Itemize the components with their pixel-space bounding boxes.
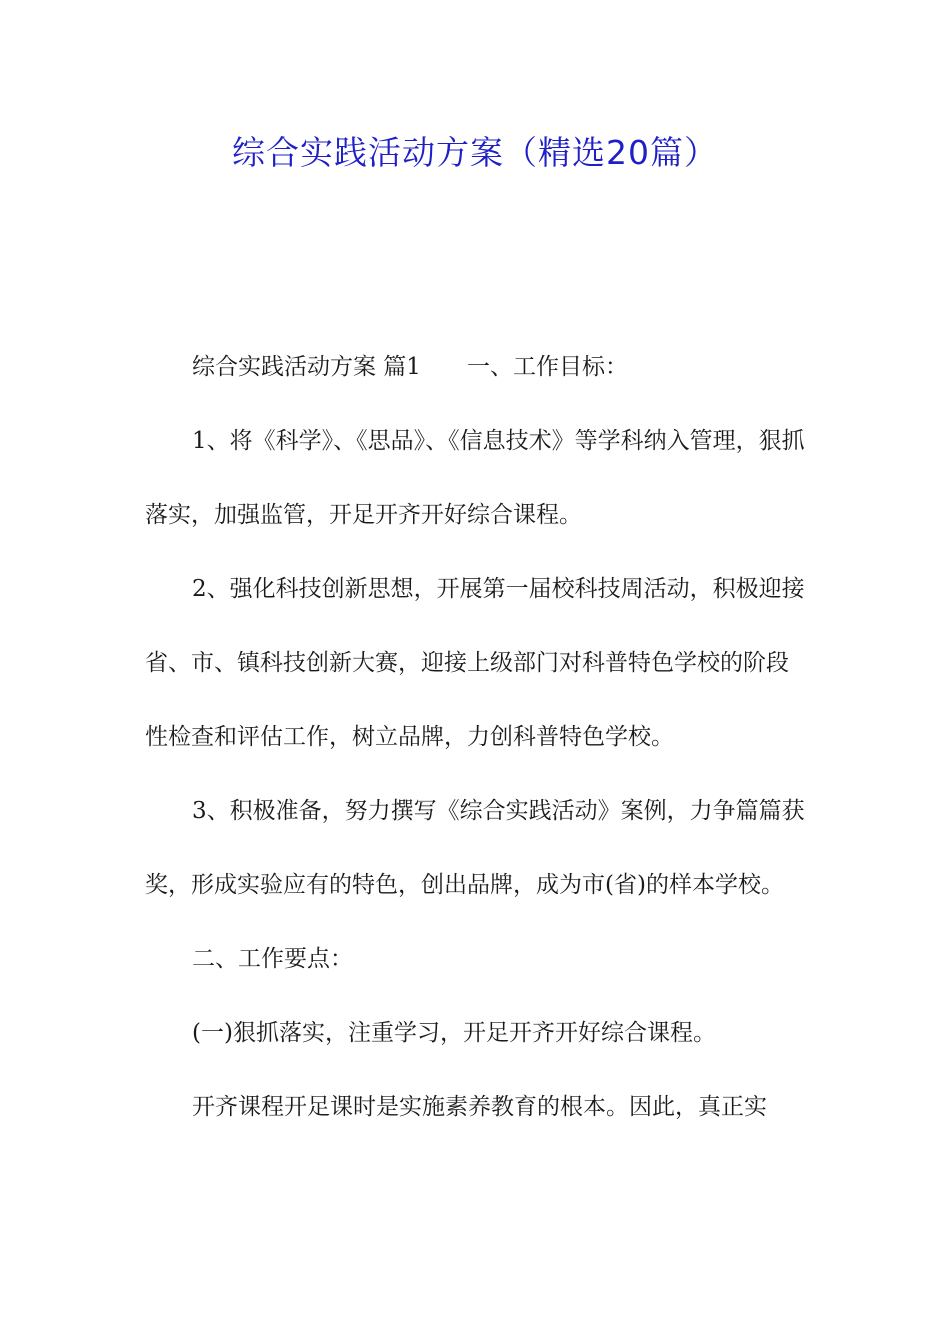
subsection-heading-1: (一)狠抓落实，注重学习，开足开齐开好综合课程。 — [192, 1020, 716, 1046]
section-heading-2: 二、工作要点： — [192, 946, 353, 972]
section-heading — [145, 330, 809, 404]
section-heading-text: 一、工作目标： — [466, 354, 628, 380]
paragraph-4: 开齐课程开足课时是实施素养教育的根本。因此，真正实 — [192, 1094, 767, 1120]
paragraph-1: 1、将《科学》、《思品》、《信息技术》等学科纳入管理，狠抓落实，加强监管，开足开齐开好综合课程。 — [145, 428, 805, 528]
document-body — [145, 330, 809, 1144]
section-label: 综合实践活动方案 篇1 — [192, 354, 421, 380]
document-title: 综合实践活动方案（精选20篇） — [232, 133, 718, 172]
paragraph-2: 2、强化科技创新思想，开展第一届校科技周活动，积极迎接省、市、镇科技创新大赛，迎接上级部门对科普特色学校的阶段性检查和评估工作，树立品牌，力创科普特色学校。 — [145, 576, 805, 750]
paragraph-3: 3、积极准备，努力撰写《综合实践活动》案例，力争篇篇获奖，形成实验应有的特色，创出品牌，成为市(省)的样本学校。 — [145, 798, 805, 898]
